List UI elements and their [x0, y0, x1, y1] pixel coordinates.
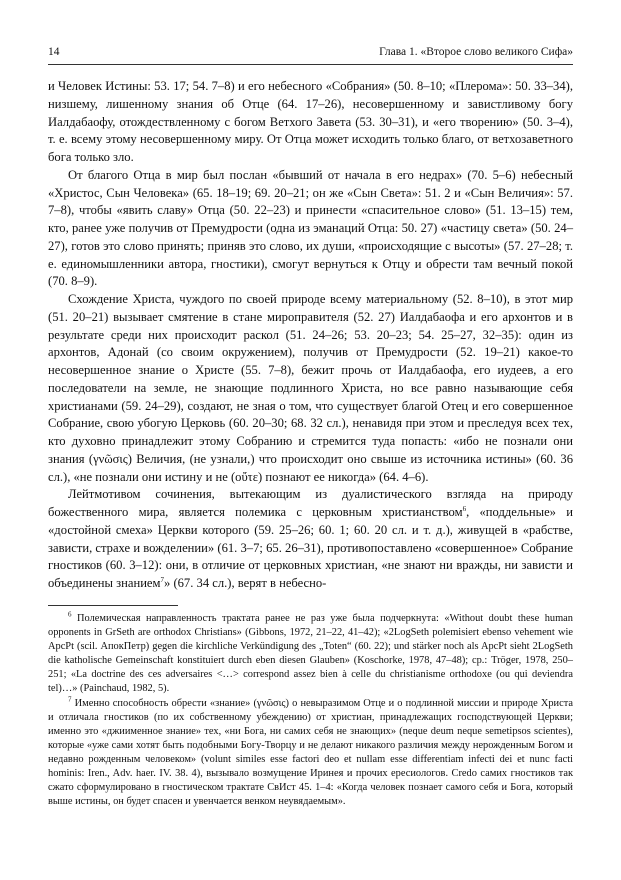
footnote-7-text: Именно способность обрести «знание» (γνῶσις) о невыразимом Отце и о подлинной миссии и природе Христа и отличала гностиков (по их собственному убеждению) от христиан, принадлежащих господствующей Церкви; именно это «джиименное знание» тех, «ни Бога, ни самих себя не знающих» (neque deum neque semetipsos scientes), которые «уже сами хотят быть подобными Богу-Творцу и не делают никакого различия между нерожденным Богом и недавно рожденным человеком» (volunt similes esse factori deo et nullam esse differentiam infecti dei et nunc facti hominis: Iren., Adv. haer. IV. 38. 4), вызывало возмущение Иринея и прочих ересиологов. Credo самих гностиков так сжато сформулировано в гностическом трактате СвИст 45. 1–4: «Когда человек познает самого себя и Бога, который выше истины, он будет спасен и увенчается венком неувядаемым». — [48, 697, 574, 808]
footnote-ref-7[interactable]: 7 — [160, 575, 164, 584]
running-title: Глава 1. «Второе слово великого Сифа» — [379, 46, 573, 58]
footnote-6-text: Полемическая направленность трактата ранее не раз уже была подчеркнута: «Without doubt these human opponents in GrSeth are orthodox Christians» (Gibbons, 1972, 21–22, 41–42); «2LogSeth polemisiert ebenso vehement wie ApcPt (scil. АпокПетр) gegen die kirchliche Verkündigung des „Toten“ (60. 22); und stärker noch als ApcPt sieht 2LogSeth die katholische Gemeinschaft konstituiert durch eben diesen Glauben» (Koschorke, 1978, 47–48); ср.: Tröger, 1978, 250–251; «La doctrine des ces adversaires <…> correspond assez bien à celle du christianisme orthodoxe (ou qui deviendra tel)…» (Painchaud, 1982, 5). — [48, 613, 573, 695]
footnote-mark-6: 6 — [68, 610, 72, 619]
footnote-mark-7: 7 — [68, 695, 72, 704]
paragraph-4 — [48, 486, 573, 593]
footnote-ref-6[interactable]: 6 — [462, 504, 467, 513]
running-header — [48, 46, 573, 62]
footnote-6 — [48, 612, 573, 697]
paragraph-2: От благого Отца в мир был послан «бывший от начала в его недрах» (70. 5–6) небесный «Христос, Сын Человека» (65. 18–19; 69. 20–21; он же «Сын Света»: 51. 2 и «Сын Величия»: 57. 7–8), чтобы «явить славу» Отца (50. 22–23) и принести «спасительное слово» (51. 13–15) тем, кто, ранее уже получив от Премудрости (одна из эманаций Отца: 50. 27) «частицу света» (50. 24–27), готов это слово принять; приняв это слово, их души, «происходящие с высоты» (57. 27–28; т. е. единомышленники автора, гностики), смогут вернуться к Отцу и обрести там вечный покой (70. 8–9). — [48, 167, 573, 289]
paragraph-4-part-2: , «поддельные» и «достойной смеха» Церкви которого (59. 25–26; 60. 1; 60. 20 сл. и т. д.), живущей в «рабстве, зависти, страхе и вожделении» (61. 3–7; 65. 26–31), противопоставлено «совершенное» Собрание гностиков (60. 3–12): они, в отличие от церковных христиан, «не знают ни вражды, ни зависти и объединены знанием — [48, 505, 573, 590]
main-text — [48, 78, 573, 593]
paragraph-1: и Человек Истины: 53. 17; 54. 7–8) и его небесного «Собрания» (50. 8–10; «Плерома»: 50. 33–34), низшему, лишенному знания об Отце (64. 17–26), несовершенному и завистливому богу Иалдабаофу, отождествленному с богом Ветхого Завета (53. 30–31), и «его творению» (50. 3–4), т. е. всему этому несовершенному миру. От Отца может исходить только благо, от ветхозаветного бога только зло. — [48, 79, 573, 164]
footnote-7 — [48, 697, 573, 810]
paragraph-4-part-1: Лейтмотивом сочинения, вытекающим из дуалистического взгляда на природу божественного мира, является полемика с церковным христианством — [48, 487, 573, 519]
paragraph-4-part-3: » (67. 34 сл.), верят в небесно- — [164, 576, 327, 590]
page-number: 14 — [48, 46, 60, 58]
footnote-rule — [48, 605, 178, 606]
paragraph-3: Схождение Христа, чуждого по своей природе всему материальному (52. 8–10), в этот мир (51. 20–21) вызывает смятение в стане мироправителя (52. 27) Иалдабаофа и его архонтов и в результате среди них происходит раскол (51. 24–26; 53. 20–23; 54. 25–27, 32–35): один из архонтов, Адонай (со своим окружением), получив от Премудрости (52. 19–21) какое-то несовершенное знание о Христе (55. 7–8), бежит прочь от Иалдабаофа, его иудеев, а его последователи на земле, не знающие подлинного Христа, но все равно называющие себя христианами (59. 24–29), создают, не зная о том, что существует благой Отец и его совершенное Собрание, свою убогую Церковь (60. 20–30; 68. 32 сл.), ненавидя при этом и преследуя всех тех, кто духовно принадлежит этому Собранию и стремится туда попасть: «ибо не познали они знания (γνῶσις) Величия, (не узнали,) что происходит оно свыше из источника истины» (60. 36 сл.), «не познали они истину и не (οὔτε) познают ее никогда» (64. 4–6). — [48, 292, 573, 484]
footnotes — [48, 612, 573, 809]
header-rule — [48, 64, 573, 65]
